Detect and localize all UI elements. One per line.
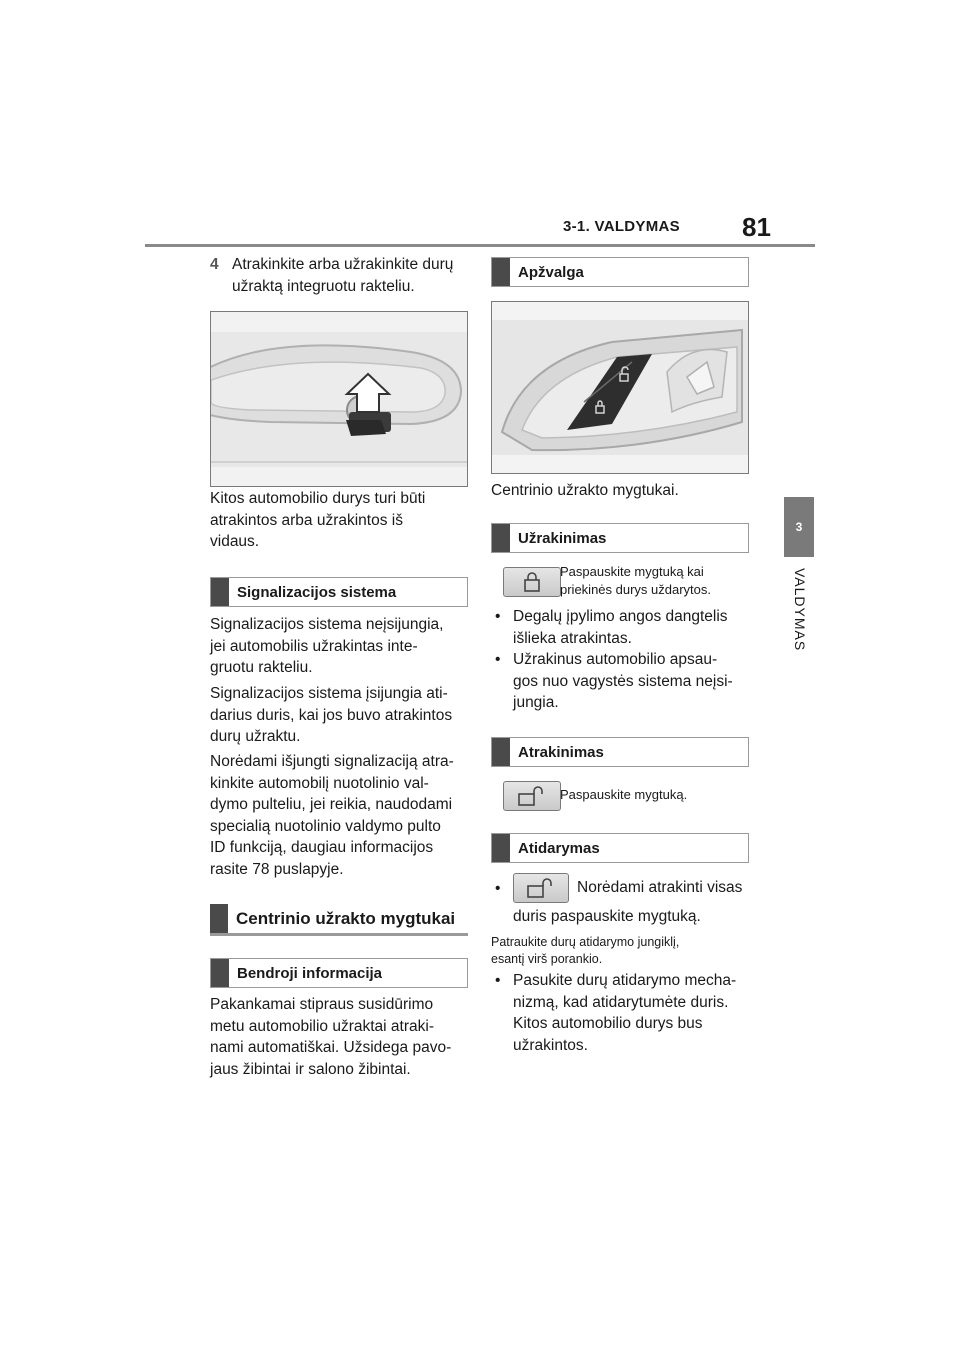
note-pull-switch [491, 934, 753, 968]
central-lock-buttons-icon [492, 302, 748, 473]
bullet3-line2: duris paspauskite mygtuką. [513, 908, 701, 925]
heading-central-lock [210, 904, 468, 936]
heading-general-info-text: Bendroji informacija [237, 964, 383, 982]
unlock-button-inline[interactable] [513, 873, 569, 903]
unlock-instruction-text: Paspauskite mygtuką. [560, 787, 688, 802]
para4-line5: ID funkciją, daugiau informacijos [210, 839, 434, 856]
heading-signalization [210, 577, 468, 607]
para5-line1: Pakankamai stipraus susidūrimo [210, 996, 434, 1013]
lock-closed-icon [520, 571, 544, 593]
bullet-open-all [491, 873, 753, 928]
heading-signalization-text: Signalizacijos sistema [237, 583, 397, 601]
image-caption-text: Centrinio užrakto mygtukai. [491, 482, 679, 499]
bullet-dot: • [495, 880, 501, 897]
central-lock-image [491, 301, 749, 474]
heading-overview [491, 257, 749, 287]
bullet4-line3: Kitos automobilio durys bus [513, 1015, 703, 1032]
header-rule [145, 244, 815, 247]
chapter-tab[interactable]: 3 [784, 497, 814, 557]
para-signal-3 [210, 751, 472, 880]
para5-line3: nami automatiškai. Užsidega pavo- [210, 1039, 452, 1056]
unlock-button[interactable] [503, 781, 561, 811]
step-4 [210, 254, 472, 297]
para4-line1: Norėdami išjungti signalizaciją atra- [210, 753, 454, 770]
para-signal-1 [210, 614, 468, 679]
bullet4-line1: Pasukite durų atidarymo mecha- [513, 972, 737, 989]
bullet2-line2: gos nuo vagystės sistema neįsi- [513, 672, 733, 690]
lock-instruction-line2: priekinės durys uždarytos. [560, 582, 712, 597]
lock-instruction-line1: Paspauskite mygtuką kai [560, 564, 704, 579]
para4-line2: kinkite automobilį nuotolinio val- [210, 774, 429, 792]
bullet4-line4: užrakintos. [513, 1036, 588, 1054]
heading-locking-text: Užrakinimas [518, 529, 607, 547]
heading-overview-text: Apžvalga [518, 263, 584, 281]
heading-bar [492, 738, 510, 766]
heading-bar [492, 524, 510, 552]
para5-line2: metu automobilio užraktai atraki- [210, 1017, 434, 1035]
door-handle-image [210, 311, 468, 487]
para2-line3: gruotu rakteliu. [210, 659, 313, 676]
chapter-side-label [786, 568, 812, 688]
bullet2-line1: Užrakinus automobilio apsau- [513, 651, 718, 668]
running-header-section: 3-1. VALDYMAS [563, 218, 680, 235]
para4-line6: rasite 78 puslapyje. [210, 860, 344, 878]
page-number: 81 [742, 212, 771, 242]
bullet-fuel-flap [491, 606, 753, 649]
para1-line1: Kitos automobilio durys turi būti [210, 490, 426, 507]
note-line1: Patraukite durų atidarymo jungiklį, [491, 935, 680, 949]
bullet1-line1: Degalų įpylimo angos dangtelis [513, 608, 728, 625]
heading-bar [492, 834, 510, 862]
door-handle-key-icon [211, 312, 467, 486]
lock-open-icon [525, 877, 557, 899]
heading-unlocking-text: Atrakinimas [518, 743, 604, 761]
heading-locking [491, 523, 749, 553]
heading-central-lock-text: Centrinio užrakto mygtukai [236, 908, 456, 928]
lock-instruction [560, 563, 711, 599]
para3-line2: darius duris, kai jos buvo atrakintos [210, 706, 453, 724]
step-4-line-1: Atrakinkite arba užrakinkite durų [232, 256, 454, 273]
para-collision [210, 994, 472, 1080]
lock-button[interactable] [503, 567, 561, 597]
para-signal-2 [210, 683, 468, 748]
para3-line3: durų užraktu. [210, 728, 301, 745]
chapter-side-label-text: VALDYMAS [792, 568, 808, 652]
bullet1-line2: išlieka atrakintas. [513, 629, 632, 647]
heading-bar [492, 258, 510, 286]
heading-unlocking [491, 737, 749, 767]
heading-bar [211, 959, 229, 987]
para1-line3: vidaus. [210, 533, 260, 550]
step-number: 4 [210, 256, 219, 273]
heading-bar [211, 578, 229, 606]
bullet-anti-theft [491, 649, 753, 714]
para5-line4: jaus žibintai ir salono žibintai. [210, 1060, 411, 1078]
heading-opening [491, 833, 749, 863]
bullet3-line1: Norėdami atrakinti visas [577, 879, 743, 897]
heading-general-info [210, 958, 468, 988]
lock-open-icon [516, 785, 548, 807]
para2-line2: jei automobilis užrakintas inte- [210, 637, 418, 655]
para-other-doors [210, 488, 468, 553]
bullet4-line2: nizmą, kad atidarytumėte duris. [513, 993, 729, 1011]
para2-line1: Signalizacijos sistema neįsijungia, [210, 616, 444, 633]
para1-line2: atrakintos arba užrakintos iš [210, 511, 403, 529]
heading-opening-text: Atidarymas [518, 839, 600, 857]
para4-line3: dymo pulteliu, jei reikia, naudodami [210, 796, 453, 813]
note-line2: esantį virš porankio. [491, 952, 603, 966]
unlock-instruction [560, 786, 687, 804]
step-4-line-2: užraktą integruotu rakteliu. [232, 277, 415, 295]
heading-bar [210, 904, 228, 933]
bullet2-line3: jungia. [513, 694, 559, 711]
para3-line1: Signalizacijos sistema įsijungia ati- [210, 685, 448, 702]
image-caption [491, 480, 679, 502]
bullet-turn-mechanism [491, 970, 753, 1056]
para4-line4: specialią nuotolinio valdymo pulto [210, 817, 441, 835]
